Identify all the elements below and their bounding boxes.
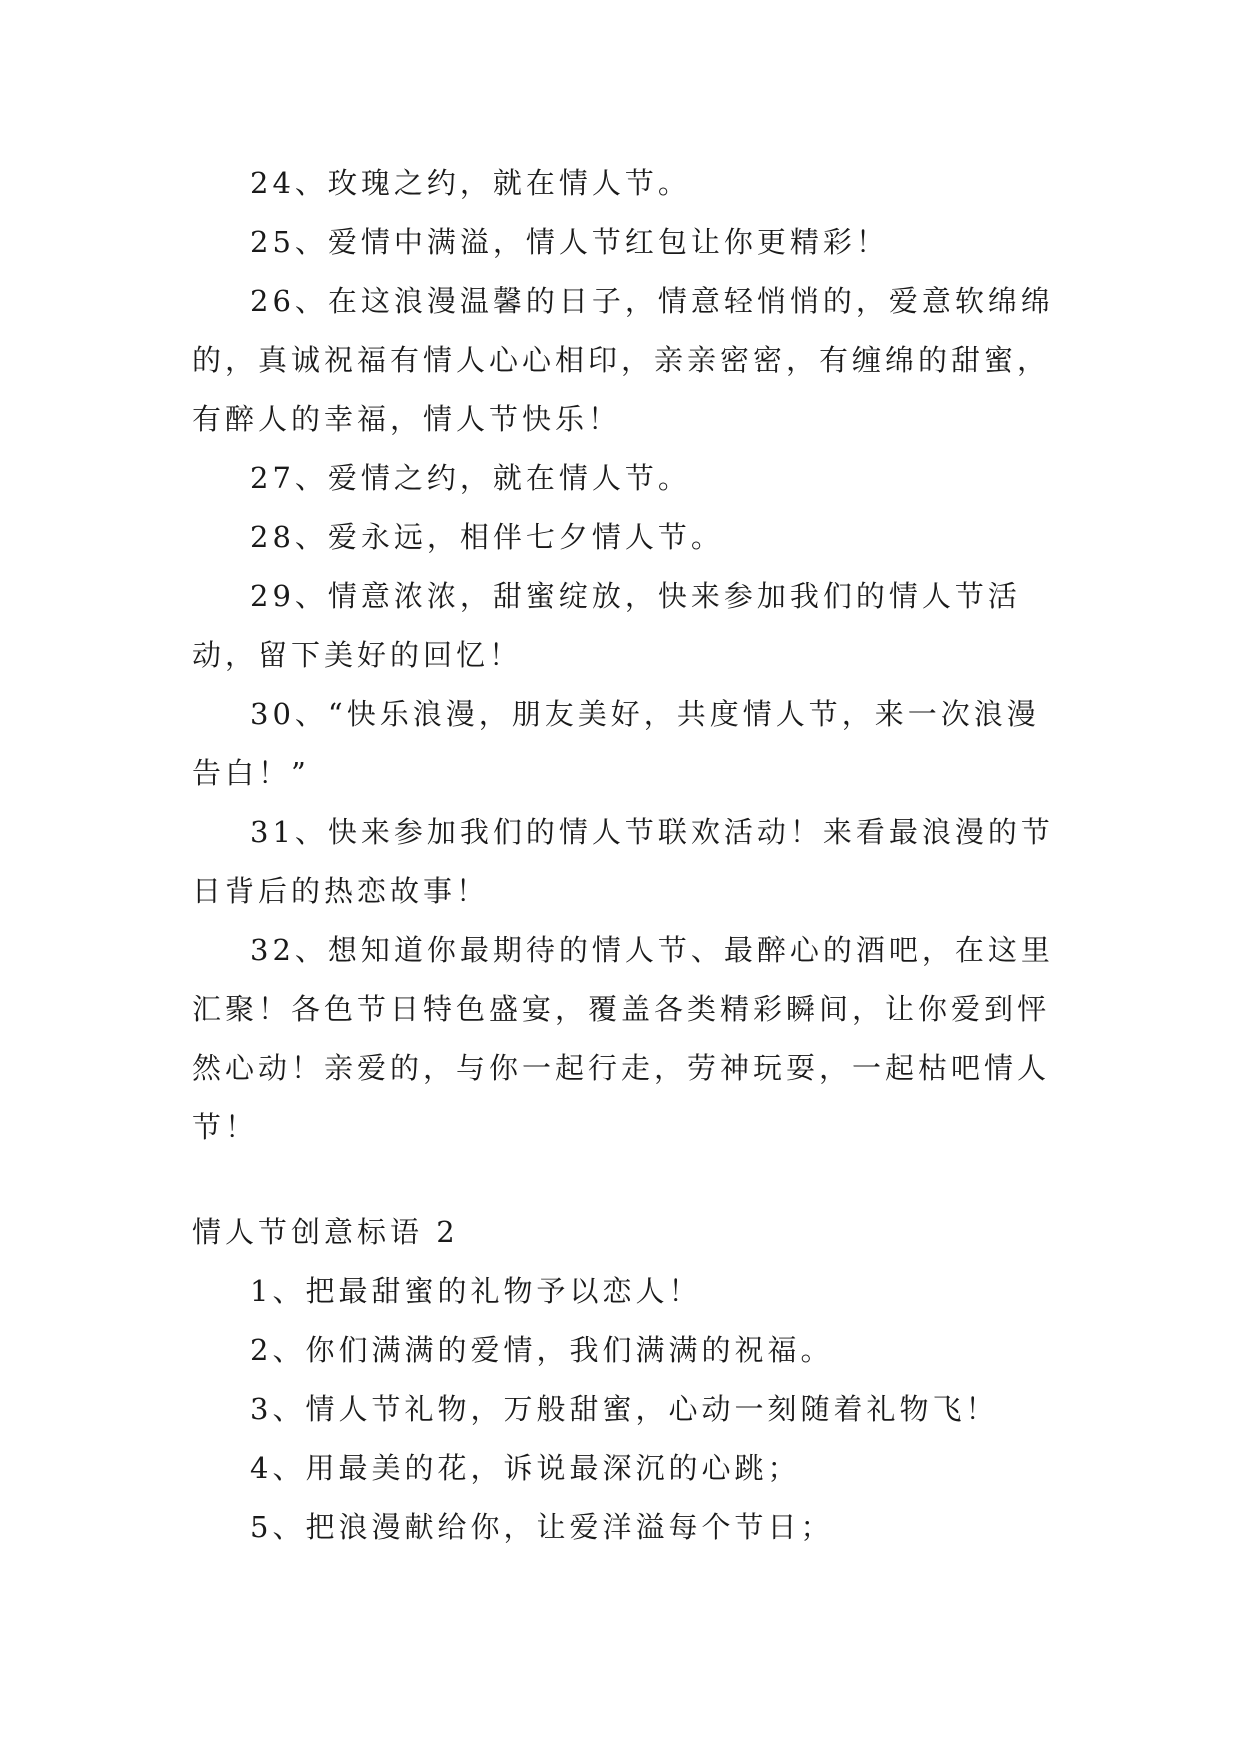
list-item: 28、爱永远，相伴七夕情人节。 <box>250 520 724 554</box>
list-item: 25、爱情中满溢，情人节红包让你更精彩！ <box>250 225 889 259</box>
list-item: 1、把最甜蜜的礼物予以恋人！ <box>250 1274 702 1308</box>
list-item: 2、你们满满的爱情，我们满满的祝福。 <box>250 1333 834 1367</box>
list-item: 5、把浪漫献给你，让爱洋溢每个节日； <box>250 1510 834 1544</box>
list-item: 24、玫瑰之约，就在情人节。 <box>250 166 691 200</box>
list-item: 4、用最美的花，诉说最深沉的心跳； <box>250 1451 801 1485</box>
list-item: 31、快来参加我们的情人节联欢活动！来看最浪漫的节日背后的热恋故事！ <box>192 815 1054 908</box>
list-item: 27、爱情之约，就在情人节。 <box>250 461 691 495</box>
list-item: 30、“快乐浪漫，朋友美好，共度情人节，来一次浪漫告白！” <box>192 697 1040 790</box>
list-item: 32、想知道你最期待的情人节、最醉心的酒吧，在这里汇聚！各色节日特色盛宴，覆盖各类精彩瞬间，让你爱到怦然心动！亲爱的，与你一起行走，劳神玩耍，一起枯吧情人节！ <box>192 933 1054 1144</box>
list-item: 26、在这浪漫温馨的日子，情意轻悄悄的，爱意软绵绵的，真诚祝福有情人心心相印，亲亲密密，有缠绵的甜蜜，有醉人的幸福，情人节快乐！ <box>192 284 1054 436</box>
section-heading: 情人节创意标语 2 <box>192 1215 459 1249</box>
list-item: 3、情人节礼物，万般甜蜜，心动一刻随着礼物飞！ <box>250 1392 999 1426</box>
list-item: 29、情意浓浓，甜蜜绽放，快来参加我们的情人节活动，留下美好的回忆！ <box>192 579 1021 672</box>
